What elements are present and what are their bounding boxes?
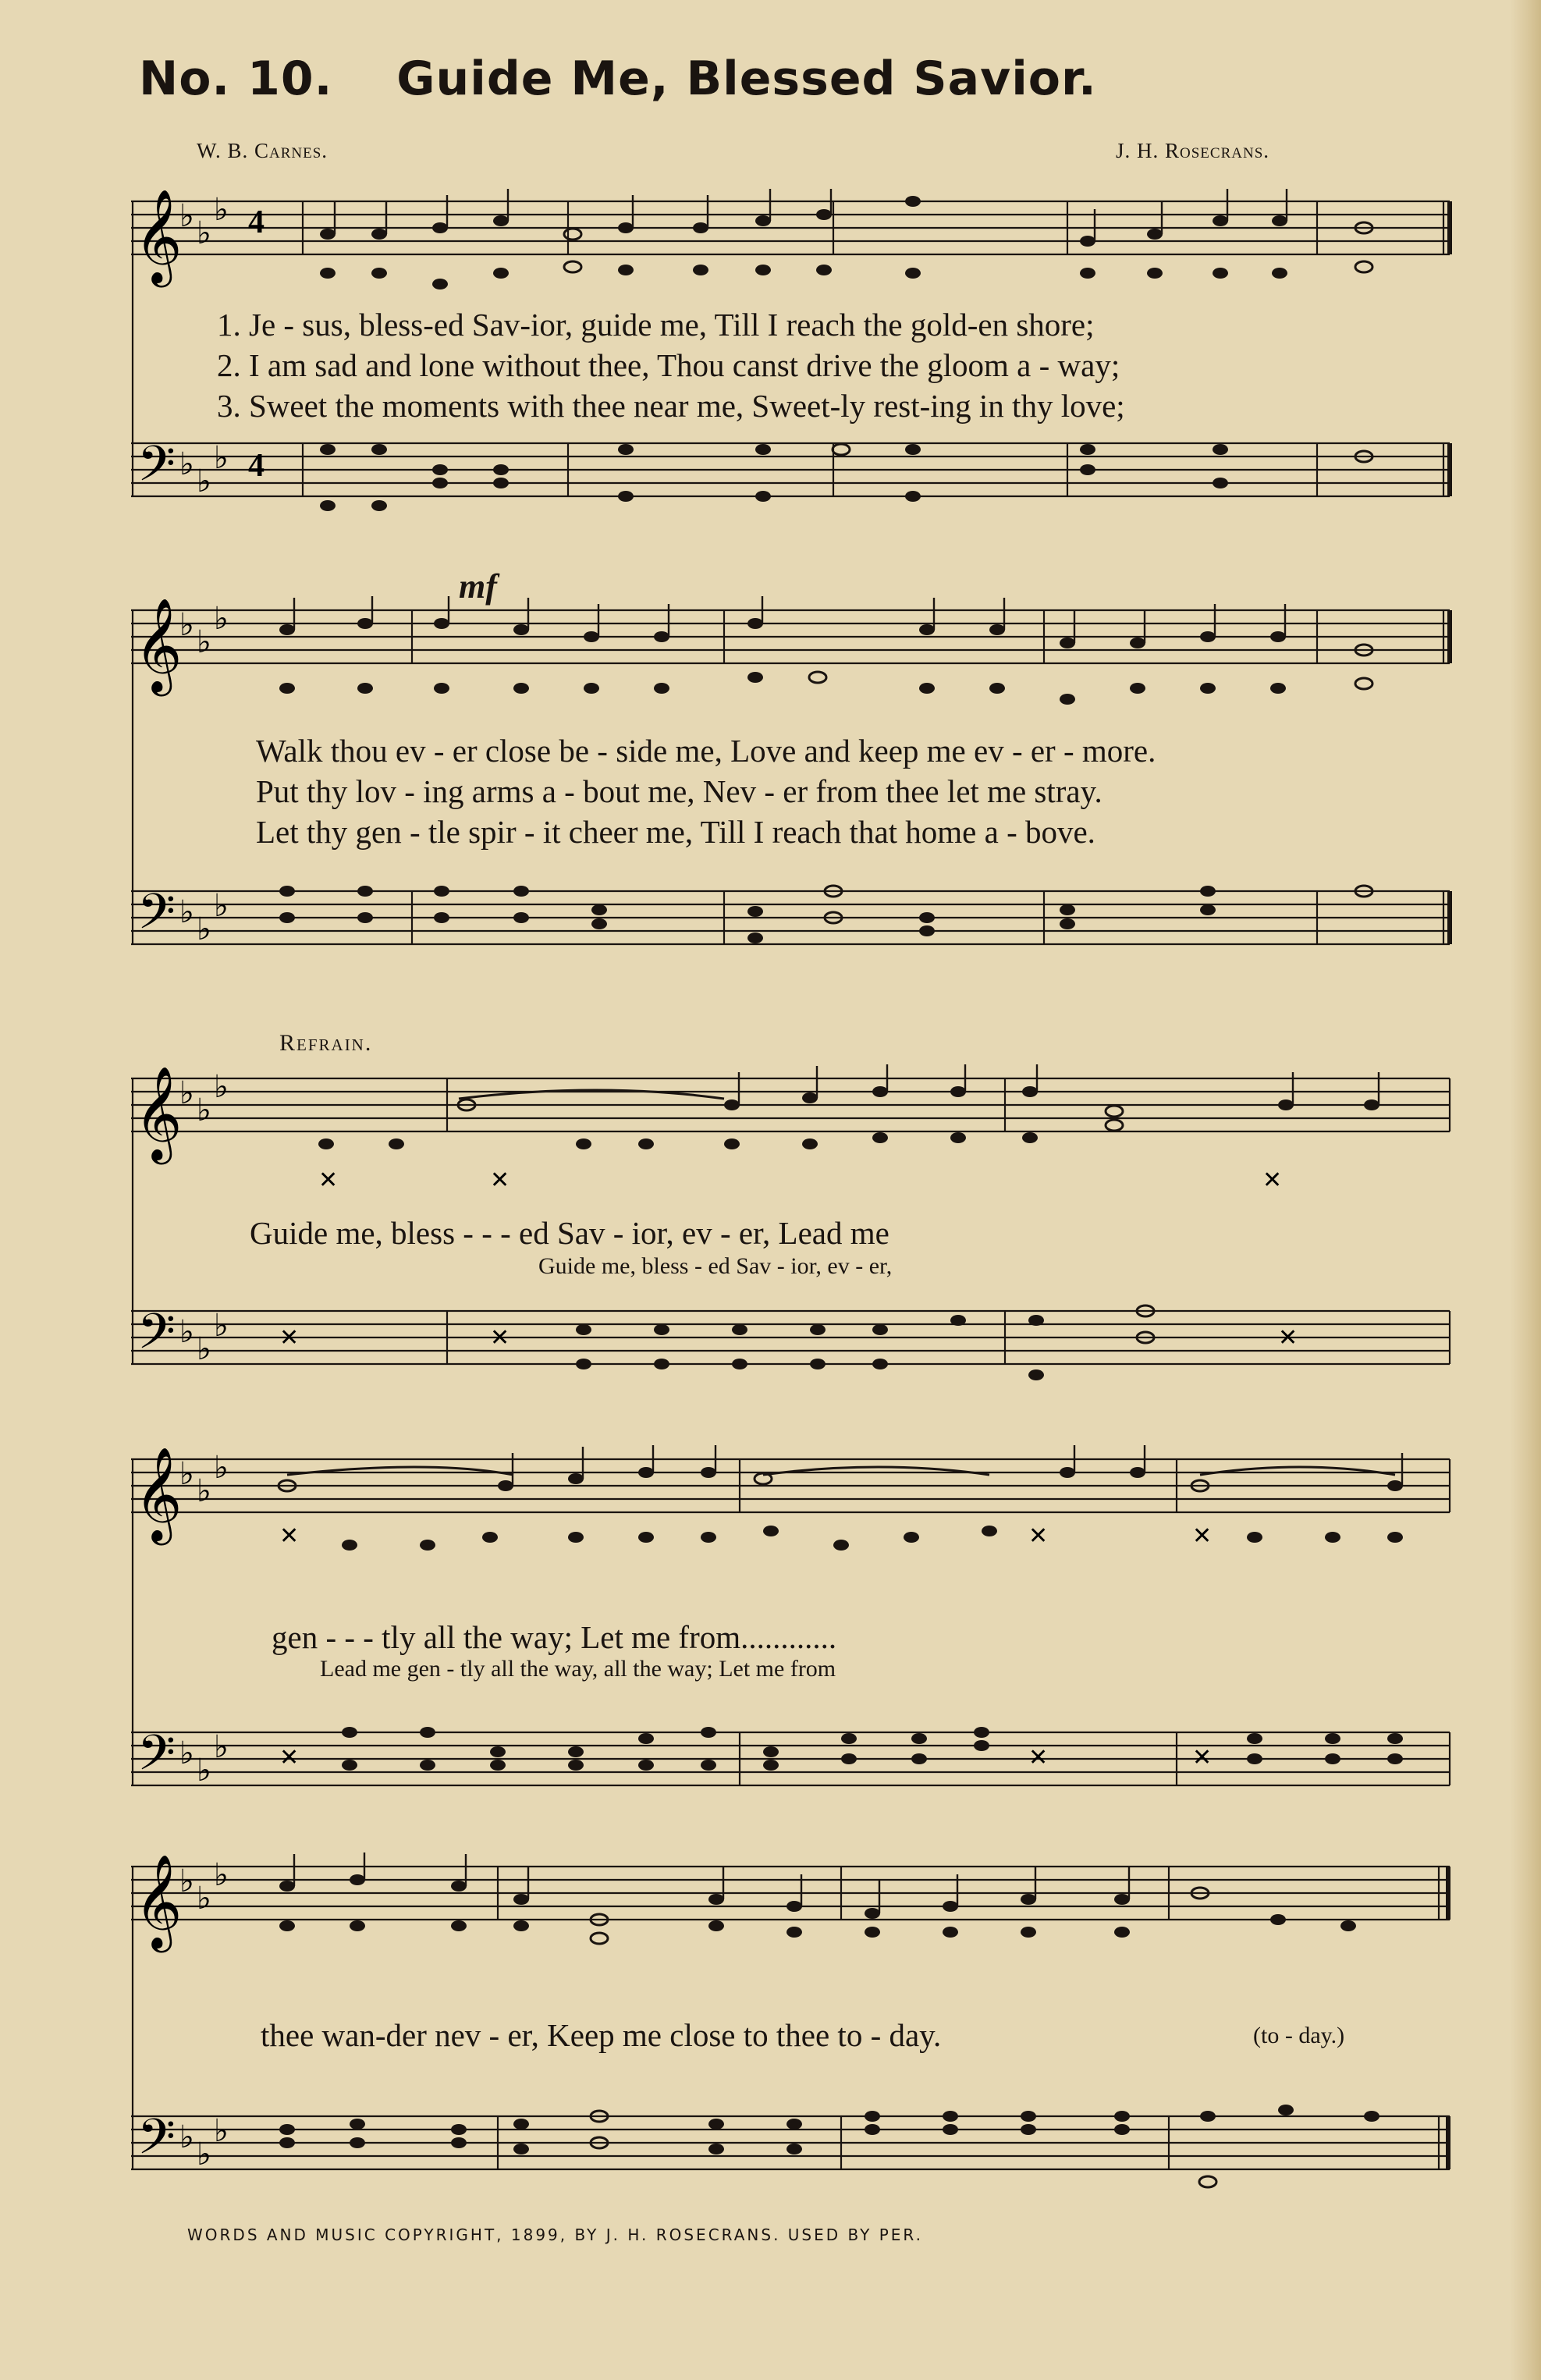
svg-text:♭: ♭ <box>214 192 229 228</box>
refrain-label: Refrain. <box>279 1030 373 1056</box>
copyright-notice: WORDS AND MUSIC COPYRIGHT, 1899, BY J. H. ROSECRANS. USED BY PER. <box>187 2225 923 2244</box>
hymn-number: No. 10. <box>139 52 333 106</box>
svg-text:♭: ♭ <box>214 1069 229 1105</box>
svg-text:♭: ♭ <box>179 1863 194 1899</box>
refrain-line-3-main: thee wan-der nev - er, Keep me close to thee to - day. <box>261 2017 942 2053</box>
music-credit: J. H. Rosecrans. <box>1116 139 1270 162</box>
svg-text:♭: ♭ <box>197 1092 211 1128</box>
svg-text:✕: ✕ <box>1262 1167 1283 1194</box>
svg-text:♭: ♭ <box>197 215 211 251</box>
hymn-title-line <box>139 52 1097 106</box>
verse-3-line-2: Let thy gen - tle spir - it cheer me, Till I reach that home a - bove. <box>256 814 1095 850</box>
refrain-line-1-main: Guide me, bless - - - ed Sav - ior, ev - er, Lead me <box>250 1215 889 1251</box>
svg-text:♭: ♭ <box>179 1735 194 1771</box>
refrain-line-2-echo: Lead me gen - tly all the way, all the way; Let me from <box>320 1656 836 1682</box>
svg-text:✕: ✕ <box>1278 1324 1298 1352</box>
svg-text:♭: ♭ <box>179 2119 194 2155</box>
treble-clef-icon: 𝄞 <box>134 1446 183 1541</box>
verse-3-line-1: 3. Sweet the moments with thee near me, Sweet-ly rest-ing in thy love; <box>217 388 1125 424</box>
svg-text:✕: ✕ <box>279 1744 300 1771</box>
bass-clef-icon: 𝄢 <box>137 1724 176 1793</box>
svg-text:♭: ♭ <box>197 624 211 660</box>
svg-text:♭: ♭ <box>197 464 211 499</box>
verse-2-line-2: Put thy lov - ing arms a - bout me, Nev - er from thee let me stray. <box>256 773 1102 809</box>
svg-text:✕: ✕ <box>490 1324 510 1352</box>
bass-clef-icon: 𝄢 <box>137 2108 176 2177</box>
svg-text:✕: ✕ <box>318 1167 339 1194</box>
svg-text:♭: ♭ <box>214 2113 229 2149</box>
words-credit: W. B. Carnes. <box>197 139 328 162</box>
bass-clef-icon: 𝄢 <box>137 883 176 952</box>
svg-text:✕: ✕ <box>490 1167 510 1194</box>
verse-1-line-1: 1. Je - sus, bless-ed Sav-ior, guide me, Till I reach the gold-en shore; <box>217 307 1095 343</box>
verse-2-line-1: 2. I am sad and lone without thee, Thou canst drive the gloom a - way; <box>217 347 1120 383</box>
svg-text:♭: ♭ <box>197 2137 211 2172</box>
time-signature-bass: 4 <box>248 448 265 484</box>
svg-text:✕: ✕ <box>1028 1744 1049 1771</box>
refrain-line-2-main: gen - - - tly all the way; Let me from............ <box>272 1619 837 1655</box>
treble-clef-icon: 𝄞 <box>134 1065 183 1160</box>
svg-text:♭: ♭ <box>179 1075 194 1111</box>
svg-text:♭: ♭ <box>179 1456 194 1492</box>
svg-text:♭: ♭ <box>214 888 229 924</box>
svg-text:♭: ♭ <box>179 446 194 482</box>
svg-text:♭: ♭ <box>197 1881 211 1916</box>
hymn-title: Guide Me, Blessed Savior. <box>396 52 1097 106</box>
treble-clef-icon: 𝄞 <box>134 1853 183 1948</box>
svg-text:♭: ♭ <box>197 1753 211 1789</box>
refrain-line-1-echo: Guide me, bless - ed Sav - ior, ev - er, <box>538 1253 893 1279</box>
svg-text:♭: ♭ <box>214 1450 229 1486</box>
svg-text:♭: ♭ <box>197 1331 211 1367</box>
svg-text:♭: ♭ <box>214 440 229 476</box>
svg-text:♭: ♭ <box>179 894 194 930</box>
svg-text:♭: ♭ <box>179 607 194 643</box>
svg-text:♭: ♭ <box>214 1308 229 1344</box>
dynamic-marking-mf: mf <box>459 567 497 606</box>
svg-text:♭: ♭ <box>214 601 229 637</box>
svg-text:♭: ♭ <box>179 1314 194 1350</box>
verse-1-line-2: Walk thou ev - er close be - side me, Love and keep me ev - er - more. <box>256 733 1156 769</box>
svg-text:♭: ♭ <box>179 198 194 234</box>
time-signature: 4 <box>248 204 265 240</box>
bass-clef-icon: 𝄢 <box>137 1302 176 1372</box>
page-edge <box>1510 0 1541 2380</box>
svg-text:♭: ♭ <box>214 1857 229 1893</box>
bass-clef-icon: 𝄢 <box>137 435 176 504</box>
treble-clef-icon: 𝄞 <box>134 188 183 283</box>
svg-text:♭: ♭ <box>197 911 211 947</box>
svg-text:✕: ✕ <box>1028 1522 1049 1550</box>
svg-text:♭: ♭ <box>214 1729 229 1765</box>
treble-clef-icon: 𝄞 <box>134 597 183 692</box>
svg-text:✕: ✕ <box>1192 1522 1213 1550</box>
svg-text:✕: ✕ <box>1192 1744 1213 1771</box>
svg-text:✕: ✕ <box>279 1522 300 1550</box>
refrain-line-3-tail: (to - day.) <box>1253 2023 1345 2048</box>
svg-text:✕: ✕ <box>279 1324 300 1352</box>
svg-text:♭: ♭ <box>197 1473 211 1509</box>
